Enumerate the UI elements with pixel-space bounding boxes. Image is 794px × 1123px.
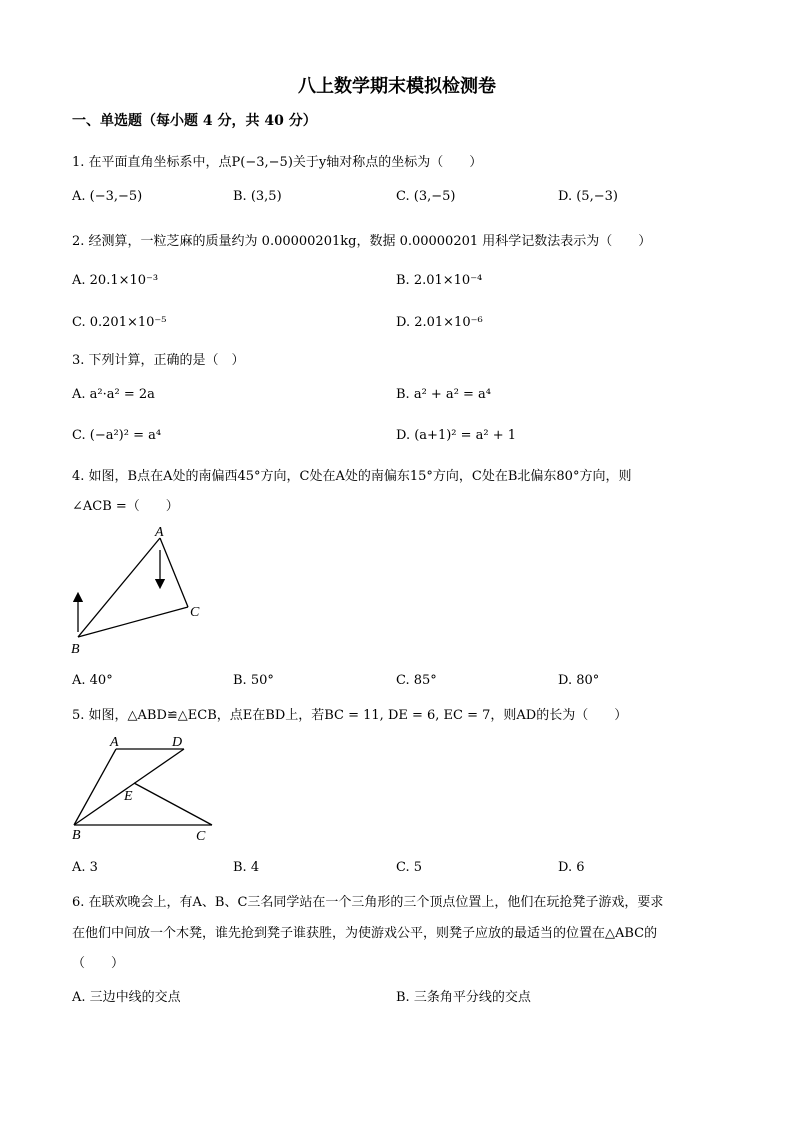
question-3-option-b: B. a² + a² = a⁴ — [396, 387, 492, 402]
segment-ec — [134, 783, 212, 825]
question-5-figure — [66, 730, 226, 845]
question-5-option-d: D. 6 — [558, 860, 585, 875]
question-1-option-a: A. (−3,−5) — [72, 189, 143, 204]
question-3-option-c: C. (−a²)² = a⁴ — [72, 428, 162, 443]
question-2-option-b: B. 2.01×10⁻⁴ — [396, 273, 483, 288]
question-1-option-d: D. (5,−3) — [558, 189, 618, 204]
question-2-option-a: A. 20.1×10⁻³ — [72, 273, 159, 288]
question-3-text: 3. 下列计算，正确的是（ ） — [72, 353, 245, 368]
question-6-option-b: B. 三条角平分线的交点 — [396, 990, 531, 1005]
point-a-label: A — [110, 735, 119, 750]
question-2-option-d: D. 2.01×10⁻⁶ — [396, 315, 483, 330]
question-3-option-d: D. (a+1)² = a² + 1 — [396, 428, 517, 443]
question-5-option-a: A. 3 — [72, 860, 98, 875]
question-4-text-line-1: 4. 如图，B点在A处的南偏西45°方向，C处在A处的南偏东15°方向，C处在B北偏东80°方向，则 — [72, 469, 632, 484]
point-a-label: A — [155, 525, 164, 540]
segment-ab — [78, 538, 160, 637]
question-1-option-b: B. (3,5) — [233, 189, 282, 204]
question-4-option-d: D. 80° — [558, 673, 600, 688]
point-b-label: B — [72, 828, 81, 843]
point-c-label: C — [190, 605, 200, 620]
question-2-text: 2. 经测算，一粒芝麻的质量约为 0.00000201kg，数据 0.00000201 用科学记数法表示为（ ） — [72, 234, 652, 249]
question-4-option-b: B. 50° — [233, 673, 274, 688]
question-6-option-a: A. 三边中线的交点 — [72, 990, 181, 1005]
point-b-label: B — [71, 642, 80, 657]
segment-ac — [160, 538, 188, 607]
question-1-text: 1. 在平面直角坐标系中，点P(−3,−5)关于y轴对称点的坐标为（ ） — [72, 155, 483, 170]
question-5-option-c: C. 5 — [396, 860, 423, 875]
question-6-text-line-2: 在他们中间放一个木凳，谁先抢到凳子谁获胜，为使游戏公平，则凳子应放的最适当的位置在△ABC的 — [72, 926, 658, 941]
segment-bc — [78, 607, 188, 637]
page-title: 八上数学期末模拟检测卷 — [298, 76, 496, 97]
point-c-label: C — [196, 829, 206, 844]
point-e-label: E — [124, 789, 133, 804]
question-1-option-c: C. (3,−5) — [396, 189, 456, 204]
point-d-label: D — [172, 735, 183, 750]
segment-db — [74, 749, 184, 825]
section-heading: 一、单选题（每小题 4 分，共 40 分） — [72, 113, 317, 129]
question-6-text-line-3: （ ） — [72, 956, 125, 971]
question-4-text-line-2: ∠ACB =（ ） — [72, 499, 179, 514]
question-5-option-b: B. 4 — [233, 860, 260, 875]
segment-ab — [74, 749, 116, 825]
question-5-text: 5. 如图，△ABD≌△ECB，点E在BD上，若BC = 11, DE = 6, EC = 7，则AD的长为（ ） — [72, 708, 628, 723]
question-6-text-line-1: 6. 在联欢晚会上，有A、B、C三名同学站在一个三角形的三个顶点位置上，他们在玩抢凳子游戏，要求 — [72, 895, 664, 910]
question-2-option-c: C. 0.201×10⁻⁵ — [72, 315, 167, 330]
question-4-option-a: A. 40° — [72, 673, 113, 688]
question-3-option-a: A. a²·a² = 2a — [72, 387, 155, 402]
question-4-figure — [66, 522, 216, 657]
question-4-option-c: C. 85° — [396, 673, 437, 688]
